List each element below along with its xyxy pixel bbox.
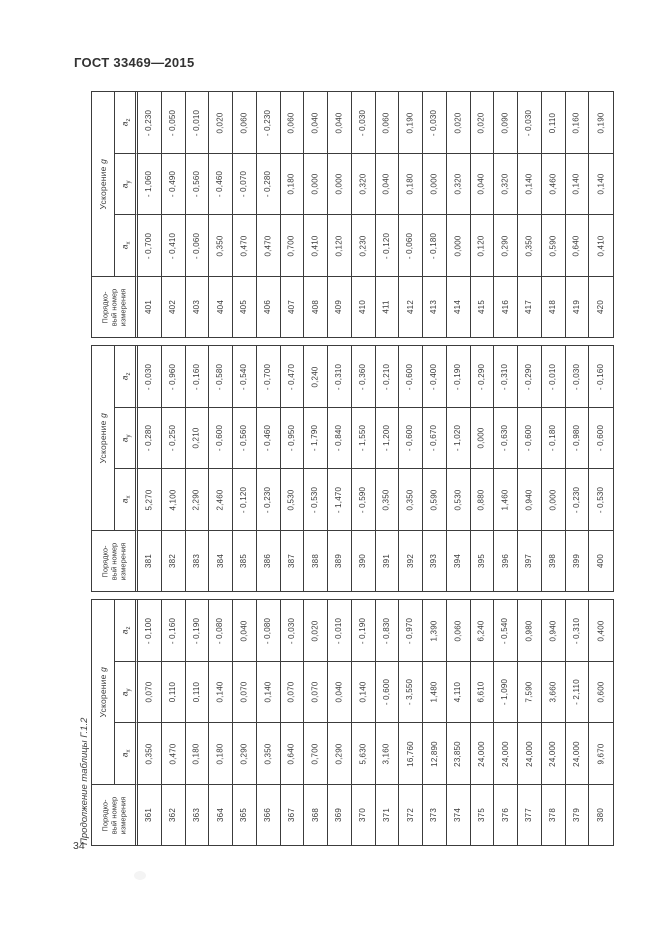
cell-number-401: 401 [138, 277, 162, 337]
cell-az-412: 0,190 [399, 92, 423, 154]
cell-az-403: - 0,010 [186, 92, 210, 154]
cell-ay-365: 0,070 [233, 662, 257, 723]
cell-az-380: 0,400 [589, 600, 613, 662]
cell-ax-405: 0,470 [233, 215, 257, 277]
cell-ax-399: - 0,230 [566, 469, 590, 531]
cell-number-404: 404 [209, 277, 233, 337]
table-caption: Продолжение таблицы Г.1.2 [79, 717, 90, 845]
cell-ay-414: 0,320 [447, 154, 471, 215]
cell-number-397: 397 [518, 531, 542, 591]
cell-az-375: 6,240 [471, 600, 495, 662]
cell-ay-410: 0,320 [352, 154, 376, 215]
cell-ax-361: 0,350 [138, 723, 162, 785]
cell-ax-377: 24,000 [518, 723, 542, 785]
cell-ay-401: - 1,060 [138, 154, 162, 215]
cell-ay-403: - 0,560 [186, 154, 210, 215]
cell-ax-402: - 0,410 [162, 215, 186, 277]
cell-number-408: 408 [304, 277, 328, 337]
cell-az-374: 0,060 [447, 600, 471, 662]
cell-ay-390: - 1,550 [352, 408, 376, 469]
header-acceleration-g: Ускорение g [92, 346, 115, 531]
cell-az-413: - 0,030 [423, 92, 447, 154]
standard-header: ГОСТ 33469—2015 [74, 55, 195, 70]
cell-ax-381: 5,270 [138, 469, 162, 531]
cell-number-388: 388 [304, 531, 328, 591]
cell-ax-372: 16,760 [399, 723, 423, 785]
cell-number-406: 406 [257, 277, 281, 337]
cell-ay-373: 1,480 [423, 662, 447, 723]
cell-ay-408: 0,000 [304, 154, 328, 215]
cell-az-366: - 0,080 [257, 600, 281, 662]
cell-az-399: - 0,030 [566, 346, 590, 408]
cell-number-410: 410 [352, 277, 376, 337]
cell-number-378: 378 [542, 785, 566, 845]
cell-number-414: 414 [447, 277, 471, 337]
cell-ay-368: 0,070 [304, 662, 328, 723]
cell-ay-420: 0,140 [589, 154, 613, 215]
cell-number-383: 383 [186, 531, 210, 591]
cell-az-369: - 0,010 [328, 600, 352, 662]
cell-number-362: 362 [162, 785, 186, 845]
cell-number-379: 379 [566, 785, 590, 845]
cell-ax-396: 1,460 [494, 469, 518, 531]
cell-ay-378: 3,660 [542, 662, 566, 723]
cell-number-374: 374 [447, 785, 471, 845]
cell-az-409: 0,040 [328, 92, 352, 154]
cell-az-395: - 0,290 [471, 346, 495, 408]
page-number: 34 [73, 840, 85, 852]
cell-az-363: - 0,190 [186, 600, 210, 662]
cell-ay-396: - 0,630 [494, 408, 518, 469]
cell-ax-370: 5,630 [352, 723, 376, 785]
cell-number-395: 395 [471, 531, 495, 591]
cell-ay-364: 0,140 [209, 662, 233, 723]
cell-number-369: 369 [328, 785, 352, 845]
cell-az-365: 0,040 [233, 600, 257, 662]
cell-ax-362: 0,470 [162, 723, 186, 785]
cell-az-405: 0,060 [233, 92, 257, 154]
cell-ay-367: 0,070 [281, 662, 305, 723]
cell-ay-406: - 0,280 [257, 154, 281, 215]
cell-number-409: 409 [328, 277, 352, 337]
scan-smudge [134, 871, 146, 880]
cell-az-371: - 0,830 [376, 600, 400, 662]
cell-az-397: - 0,290 [518, 346, 542, 408]
cell-ax-414: 0,000 [447, 215, 471, 277]
cell-ay-379: - 2,110 [566, 662, 590, 723]
cell-number-389: 389 [328, 531, 352, 591]
cell-number-391: 391 [376, 531, 400, 591]
cell-number-382: 382 [162, 531, 186, 591]
cell-az-367: - 0,030 [281, 600, 305, 662]
label-a-x: $a_x$ [115, 723, 138, 785]
cell-az-404: 0,020 [209, 92, 233, 154]
cell-ax-373: 12,890 [423, 723, 447, 785]
cell-ax-415: 0,120 [471, 215, 495, 277]
cell-ax-390: - 0,590 [352, 469, 376, 531]
cell-ay-407: 0,180 [281, 154, 305, 215]
cell-az-415: 0,020 [471, 92, 495, 154]
label-a-z: $a_z$ [115, 346, 138, 408]
cell-ay-385: - 0,560 [233, 408, 257, 469]
cell-ax-384: 2,460 [209, 469, 233, 531]
cell-number-366: 366 [257, 785, 281, 845]
cell-ay-419: 0,140 [566, 154, 590, 215]
label-a-z: $a_z$ [115, 600, 138, 662]
cell-ax-368: 0,700 [304, 723, 328, 785]
cell-az-414: 0,020 [447, 92, 471, 154]
cell-az-401: - 0,230 [138, 92, 162, 154]
cell-ay-417: 0,140 [518, 154, 542, 215]
cell-az-420: 0,190 [589, 92, 613, 154]
measurement-table [91, 91, 614, 846]
cell-number-420: 420 [596, 300, 606, 314]
table-block-401-420 [91, 91, 614, 338]
cell-ax-391: 0,350 [376, 469, 400, 531]
cell-az-391: - 0,210 [376, 346, 400, 408]
cell-ax-379: 24,000 [566, 723, 590, 785]
cell-az-377: 0,980 [518, 600, 542, 662]
header-measurement-number: Порядко- вый номер измерения [92, 531, 138, 591]
cell-ax-394: 0,530 [447, 469, 471, 531]
cell-number-372: 372 [399, 785, 423, 845]
cell-ax-366: 0,350 [257, 723, 281, 785]
cell-number-394: 394 [447, 531, 471, 591]
cell-ay-404: - 0,460 [209, 154, 233, 215]
cell-ax-363: 0,180 [186, 723, 210, 785]
cell-ax-401: - 0,700 [138, 215, 162, 277]
cell-ay-377: 7,590 [518, 662, 542, 723]
cell-ax-418: 0,590 [542, 215, 566, 277]
cell-ay-413: 0,000 [423, 154, 447, 215]
cell-ay-386: - 0,460 [257, 408, 281, 469]
cell-az-370: - 0,190 [352, 600, 376, 662]
cell-number-361: 361 [138, 785, 162, 845]
cell-ay-371: - 0,600 [376, 662, 400, 723]
cell-number-405: 405 [233, 277, 257, 337]
cell-ay-415: 0,040 [471, 154, 495, 215]
cell-ax-404: 0,350 [209, 215, 233, 277]
cell-number-365: 365 [233, 785, 257, 845]
cell-number-415: 415 [471, 277, 495, 337]
cell-az-390: - 0,360 [352, 346, 376, 408]
cell-ay-416: 0,320 [494, 154, 518, 215]
cell-number-377: 377 [518, 785, 542, 845]
cell-az-368: 0,020 [304, 600, 328, 662]
cell-az-372: - 0,970 [399, 600, 423, 662]
cell-ax-398: 0,000 [542, 469, 566, 531]
cell-ay-405: - 0,070 [233, 154, 257, 215]
cell-number-418: 418 [542, 277, 566, 337]
cell-number-400: 400 [596, 554, 606, 568]
cell-ay-391: - 1,200 [376, 408, 400, 469]
cell-ax-412: - 0,060 [399, 215, 423, 277]
cell-az-362: - 0,160 [162, 600, 186, 662]
cell-number-375: 375 [471, 785, 495, 845]
cell-az-385: - 0,540 [233, 346, 257, 408]
cell-ax-382: 4,100 [162, 469, 186, 531]
cell-ay-370: 0,140 [352, 662, 376, 723]
cell-az-392: - 0,600 [399, 346, 423, 408]
label-a-y: $a_y$ [115, 154, 138, 215]
cell-ax-409: 0,120 [328, 215, 352, 277]
cell-ax-392: 0,350 [399, 469, 423, 531]
cell-number-386: 386 [257, 531, 281, 591]
header-measurement-number: Порядко- вый номер измерения [92, 785, 138, 845]
cell-ay-375: 6,610 [471, 662, 495, 723]
label-a-x: $a_x$ [115, 215, 138, 277]
label-a-y: $a_y$ [115, 408, 138, 469]
cell-ax-400: - 0,530 [589, 469, 613, 531]
cell-number-380: 380 [596, 808, 606, 822]
cell-az-373: 1,390 [423, 600, 447, 662]
cell-ax-411: - 0,120 [376, 215, 400, 277]
cell-az-393: - 0,400 [423, 346, 447, 408]
cell-number-411: 411 [376, 277, 400, 337]
cell-number-390: 390 [352, 531, 376, 591]
cell-number-376: 376 [494, 785, 518, 845]
cell-number-398: 398 [542, 531, 566, 591]
cell-az-402: - 0,050 [162, 92, 186, 154]
cell-ax-406: 0,470 [257, 215, 281, 277]
cell-number-403: 403 [186, 277, 210, 337]
cell-ay-393: - 0,670 [423, 408, 447, 469]
cell-ay-366: 0,140 [257, 662, 281, 723]
cell-ay-384: - 0,600 [209, 408, 233, 469]
label-a-z: $a_z$ [115, 92, 138, 154]
cell-ay-361: 0,070 [138, 662, 162, 723]
cell-ax-420: 0,410 [589, 215, 613, 277]
cell-number-373: 373 [423, 785, 447, 845]
cell-az-418: 0,110 [542, 92, 566, 154]
cell-number-364: 364 [209, 785, 233, 845]
cell-ax-413: - 0,180 [423, 215, 447, 277]
cell-ay-363: 0,110 [186, 662, 210, 723]
cell-ax-374: 23,850 [447, 723, 471, 785]
header-measurement-number: Порядко- вый номер измерения [92, 277, 138, 337]
cell-az-396: - 0,310 [494, 346, 518, 408]
cell-ay-398: - 0,180 [542, 408, 566, 469]
cell-az-411: 0,060 [376, 92, 400, 154]
cell-ax-385: - 0,120 [233, 469, 257, 531]
cell-ax-369: 0,290 [328, 723, 352, 785]
table-block-381-400 [91, 345, 614, 592]
cell-number-393: 393 [423, 531, 447, 591]
cell-number-407: 407 [281, 277, 305, 337]
cell-ay-409: 0,000 [328, 154, 352, 215]
cell-az-416: 0,090 [494, 92, 518, 154]
cell-ax-416: 0,290 [494, 215, 518, 277]
cell-ay-388: - 1,790 [304, 408, 328, 469]
cell-ax-376: 24,000 [494, 723, 518, 785]
cell-ax-371: 3,160 [376, 723, 400, 785]
cell-ax-375: 24,000 [471, 723, 495, 785]
cell-ay-369: 0,040 [328, 662, 352, 723]
cell-az-386: - 0,700 [257, 346, 281, 408]
label-a-x: $a_x$ [115, 469, 138, 531]
cell-number-371: 371 [376, 785, 400, 845]
cell-number-367: 367 [281, 785, 305, 845]
cell-number-363: 363 [186, 785, 210, 845]
cell-number-370: 370 [352, 785, 376, 845]
cell-az-398: - 0,010 [542, 346, 566, 408]
cell-az-406: - 0,230 [257, 92, 281, 154]
cell-az-388: 0,240 [304, 346, 328, 408]
cell-az-400: - 0,160 [589, 346, 613, 408]
cell-az-383: - 0,160 [186, 346, 210, 408]
cell-ax-386: - 0,230 [257, 469, 281, 531]
label-a-y: $a_y$ [115, 662, 138, 723]
cell-ay-394: - 1,020 [447, 408, 471, 469]
cell-ax-383: 2,290 [186, 469, 210, 531]
header-acceleration-g: Ускорение g [92, 600, 115, 785]
cell-az-394: - 0,190 [447, 346, 471, 408]
cell-az-407: 0,060 [281, 92, 305, 154]
cell-number-396: 396 [494, 531, 518, 591]
cell-az-410: - 0,030 [352, 92, 376, 154]
cell-ay-380: 0,600 [589, 662, 613, 723]
cell-number-417: 417 [518, 277, 542, 337]
cell-ax-417: 0,350 [518, 215, 542, 277]
cell-ax-387: 0,530 [281, 469, 305, 531]
cell-ax-393: 0,590 [423, 469, 447, 531]
cell-az-364: - 0,080 [209, 600, 233, 662]
cell-az-419: 0,160 [566, 92, 590, 154]
cell-ay-383: 0,210 [186, 408, 210, 469]
cell-number-381: 381 [138, 531, 162, 591]
cell-ay-411: 0,040 [376, 154, 400, 215]
header-acceleration-g: Ускорение g [92, 92, 115, 277]
cell-ay-374: 4,110 [447, 662, 471, 723]
cell-ax-367: 0,640 [281, 723, 305, 785]
cell-ay-412: 0,180 [399, 154, 423, 215]
cell-ax-403: - 0,060 [186, 215, 210, 277]
cell-number-392: 392 [399, 531, 423, 591]
cell-ax-388: - 0,530 [304, 469, 328, 531]
cell-az-376: - 0,540 [494, 600, 518, 662]
cell-number-399: 399 [566, 531, 590, 591]
cell-ax-419: 0,640 [566, 215, 590, 277]
cell-ax-389: - 1,470 [328, 469, 352, 531]
cell-ay-418: 0,460 [542, 154, 566, 215]
cell-ay-397: - 0,600 [518, 408, 542, 469]
cell-ay-400: - 0,600 [589, 408, 613, 469]
cell-number-384: 384 [209, 531, 233, 591]
cell-ay-362: 0,110 [162, 662, 186, 723]
cell-ax-410: 0,230 [352, 215, 376, 277]
cell-ax-365: 0,290 [233, 723, 257, 785]
cell-ay-399: - 0,980 [566, 408, 590, 469]
cell-number-416: 416 [494, 277, 518, 337]
cell-ay-372: - 3,550 [399, 662, 423, 723]
cell-number-387: 387 [281, 531, 305, 591]
cell-ay-395: 0,000 [471, 408, 495, 469]
cell-az-379: - 0,310 [566, 600, 590, 662]
cell-az-408: 0,040 [304, 92, 328, 154]
cell-number-368: 368 [304, 785, 328, 845]
cell-ay-382: - 0,250 [162, 408, 186, 469]
cell-number-412: 412 [399, 277, 423, 337]
cell-az-387: - 0,470 [281, 346, 305, 408]
cell-ax-378: 24,000 [542, 723, 566, 785]
table-block-361-380 [91, 599, 614, 846]
cell-az-382: - 0,960 [162, 346, 186, 408]
cell-ax-397: 0,940 [518, 469, 542, 531]
cell-ax-407: 0,700 [281, 215, 305, 277]
cell-ax-380: 9,670 [589, 723, 613, 785]
cell-az-381: - 0,030 [138, 346, 162, 408]
cell-az-361: - 0,100 [138, 600, 162, 662]
cell-number-402: 402 [162, 277, 186, 337]
cell-number-385: 385 [233, 531, 257, 591]
cell-number-413: 413 [423, 277, 447, 337]
cell-ax-408: 0,410 [304, 215, 328, 277]
cell-ax-395: 0,880 [471, 469, 495, 531]
cell-ay-402: - 0,490 [162, 154, 186, 215]
cell-az-389: - 0,310 [328, 346, 352, 408]
cell-ay-381: - 0,280 [138, 408, 162, 469]
cell-ay-387: - 0,950 [281, 408, 305, 469]
cell-ay-392: - 0,600 [399, 408, 423, 469]
cell-az-417: - 0,030 [518, 92, 542, 154]
cell-ay-376: - 1,090 [494, 662, 518, 723]
cell-number-419: 419 [566, 277, 590, 337]
cell-ay-389: - 0,840 [328, 408, 352, 469]
cell-ax-364: 0,180 [209, 723, 233, 785]
cell-az-378: 0,940 [542, 600, 566, 662]
cell-az-384: - 0,580 [209, 346, 233, 408]
